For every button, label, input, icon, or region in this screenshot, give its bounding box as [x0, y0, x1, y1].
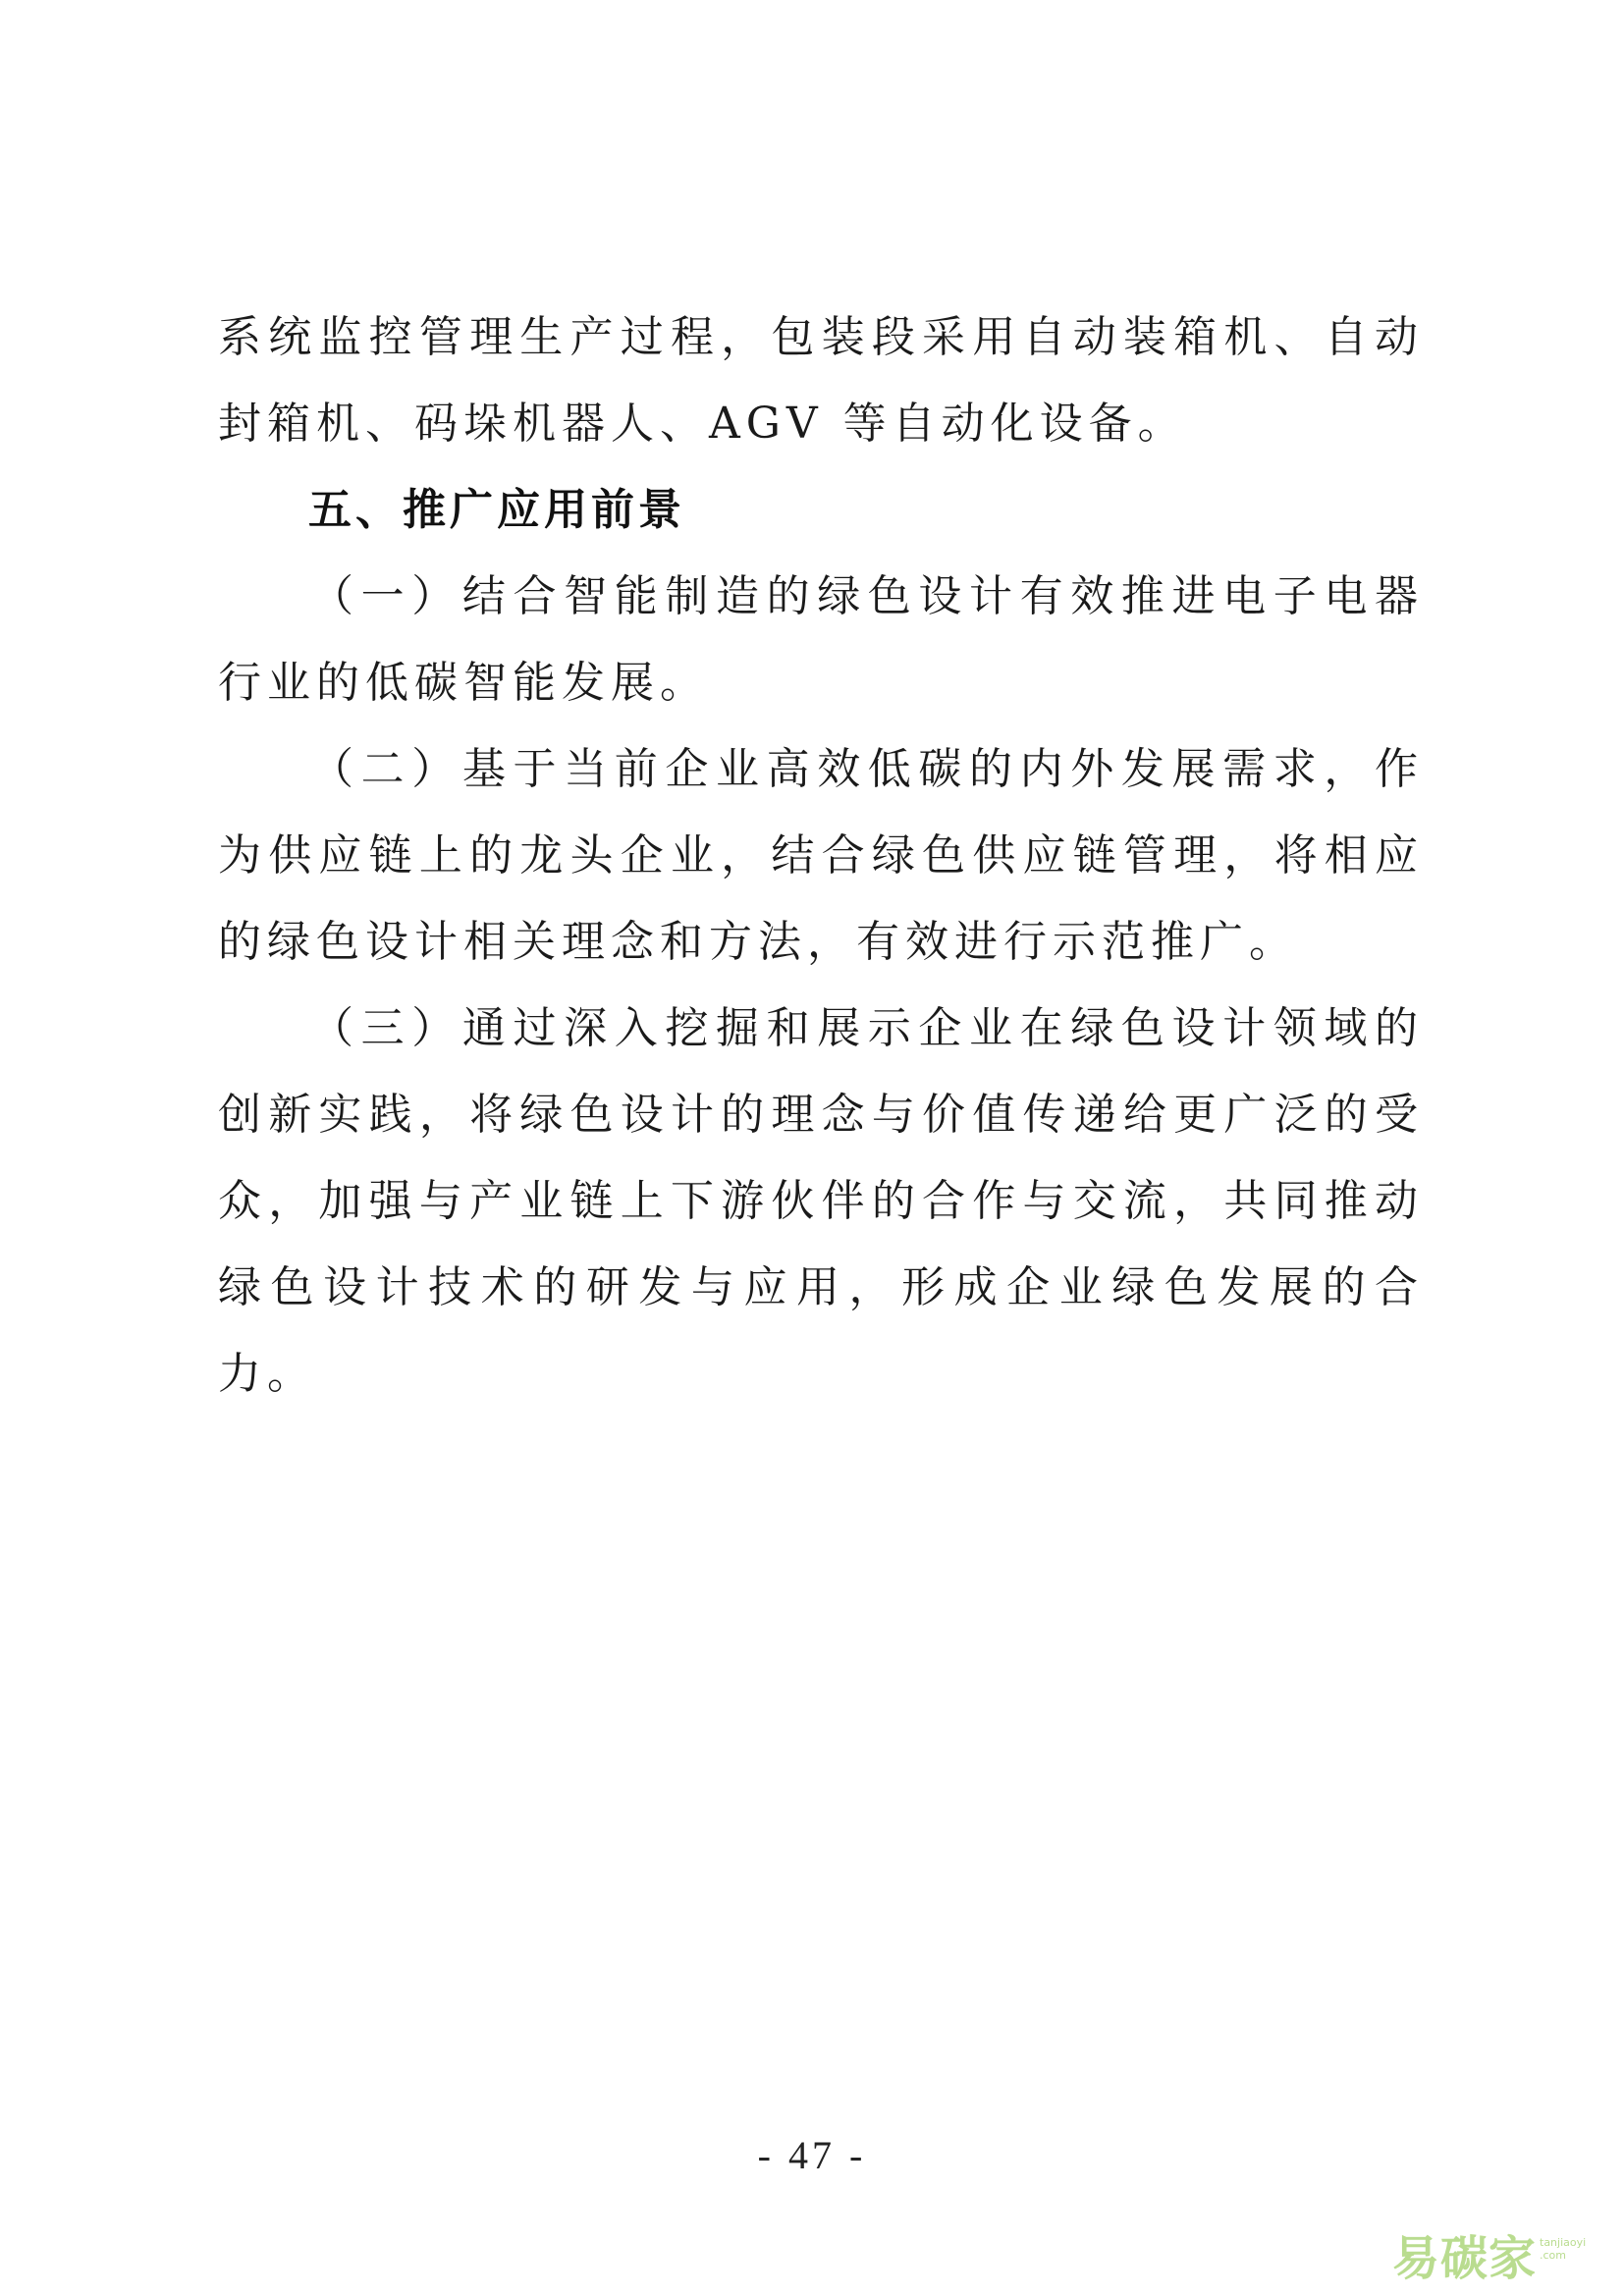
section-heading: 五、推广应用前景 — [308, 485, 685, 535]
watermark-brand: 易碳家 — [1392, 2231, 1538, 2286]
paragraph-2: （一）结合智能制造的绿色设计有效推进电子电器行业的低碳智能发展。 — [218, 571, 1424, 708]
paragraph-1: 系统监控管理生产过程，包装段采用自动装箱机、自动封箱机、码垛机器人、AGV 等自动化设备。 — [218, 312, 1424, 449]
paragraph-continued — [218, 294, 1424, 467]
watermark-domain — [1540, 2236, 1586, 2262]
watermark-logo — [1392, 2220, 1608, 2286]
section-body — [218, 554, 1424, 1417]
watermark-domain-line1: tanjiaoyi — [1540, 2236, 1587, 2249]
paragraph-3: （二）基于当前企业高效低碳的内外发展需求，作为供应链上的龙头企业，结合绿色供应链管理，将相应的绿色设计相关理念和方法，有效进行示范推广。 — [218, 744, 1424, 967]
page-number: - 47 - — [757, 2133, 867, 2177]
watermark-domain-line2: .com — [1540, 2249, 1566, 2262]
paragraph-4: （三）通过深入挖掘和展示企业在绿色设计领域的创新实践，将绿色设计的理念与价值传递给更广泛的受众，加强与产业链上下游伙伴的合作与交流，共同推动绿色设计技术的研发与应用，形成企业绿色发展的合力。 — [218, 1003, 1424, 1399]
